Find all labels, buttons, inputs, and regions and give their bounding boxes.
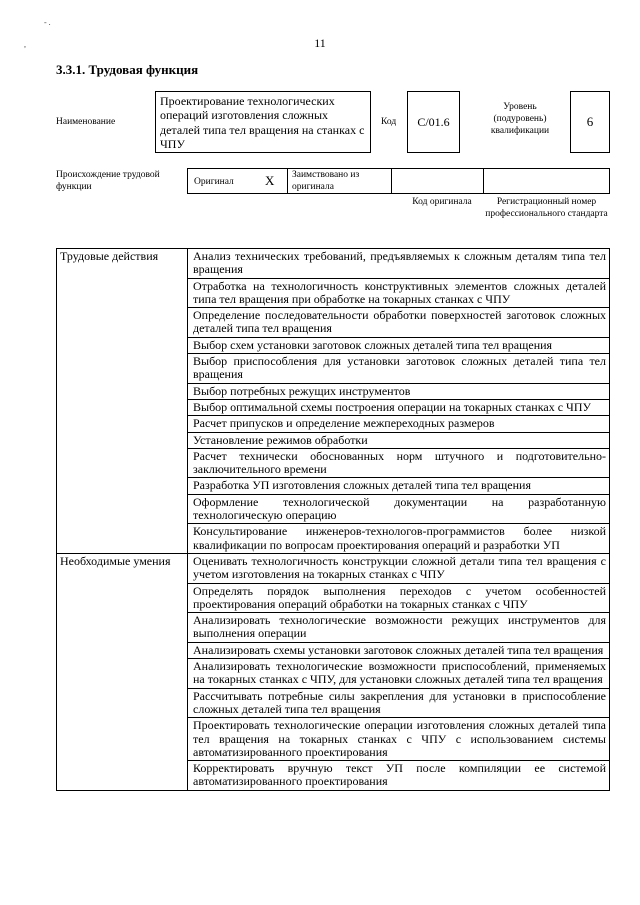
- table-cell: Анализировать технологические возможности приспособлений, применяемых на токарных станках с ЧПУ, для установки сложных деталей типа тел вращения: [188, 659, 610, 689]
- table-row: [57, 553, 610, 583]
- table-cell: Проектировать технологические операции изготовления сложных деталей типа тел вращения на токарных станках с ЧПУ с использованием системы автоматизированного проектирования: [188, 718, 610, 761]
- section-label: Трудовые действия: [57, 249, 188, 554]
- level-value-box: 6: [570, 91, 610, 153]
- table-row: [57, 249, 610, 279]
- origin-row: [187, 168, 610, 194]
- level-label: Уровень (подуровень) квалификации: [490, 102, 550, 136]
- table-cell: Оформление технологической документации на разработанную технологическую операцию: [188, 494, 610, 524]
- code-value-box: С/01.6: [407, 91, 460, 153]
- table-cell: Выбор приспособления для установки заготовок сложных деталей типа тел вращения: [188, 354, 610, 384]
- table-cell: Определять порядок выполнения переходов с учетом особенностей проектирования операций обработки на токарных станках с ЧПУ: [188, 583, 610, 613]
- reg-number-cell: [484, 169, 611, 193]
- original-label: Оригинал: [194, 177, 234, 187]
- table-cell: Рассчитывать потребные силы закрепления для установки в приспособление сложных деталей типа тел вращения: [188, 688, 610, 718]
- code-original-label: Код оригинала: [412, 197, 472, 207]
- section-label: Необходимые умения: [57, 553, 188, 790]
- section-heading: 3.3.1. Трудовая функция: [56, 62, 199, 77]
- table-cell: Расчет припусков и определение межпереходных размеров: [188, 416, 610, 432]
- table-cell: Анализировать схемы установки заготовок сложных деталей типа тел вращения: [188, 642, 610, 658]
- table-cell: Консультирование инженеров-технологов-программистов более низкой квалификации по вопросам проектирования операций и разработки УП: [188, 524, 610, 554]
- scan-speck: - .: [44, 18, 51, 27]
- page-number: 11: [314, 36, 326, 50]
- borrowed-label: Заимствовано из оригинала: [292, 170, 360, 192]
- origin-label: Происхождение трудовой функции: [56, 170, 160, 192]
- table-cell: Расчет технически обоснованных норм штучного и подготовительно-заключительного времени: [188, 448, 610, 478]
- table-cell: Оценивать технологичность конструкции сложной детали типа тел вращения с учетом изготовления на токарных станках с ЧПУ: [188, 553, 610, 583]
- function-name-box: Проектирование технологических операций изготовления сложных деталей типа тел вращения на станках с ЧПУ: [155, 91, 371, 153]
- code-label: Код: [381, 117, 397, 127]
- scan-speck: ,: [24, 40, 26, 49]
- table-cell: Отработка на технологичность конструктивных элементов сложных деталей типа тел вращения при обработке на токарных станках с ЧПУ: [188, 278, 610, 308]
- borrowed-cell: [288, 169, 392, 193]
- table-cell: Разработка УП изготовления сложных деталей типа тел вращения: [188, 478, 610, 494]
- original-cell: [188, 169, 288, 193]
- original-mark: X: [265, 173, 275, 188]
- reg-number-label: Регистрационный номер профессионального стандарта: [485, 197, 608, 219]
- table-cell: Корректировать вручную текст УП после компиляции ее системой автоматизированного проектирования: [188, 761, 610, 791]
- table-cell: Выбор схем установки заготовок сложных деталей типа тел вращения: [188, 337, 610, 353]
- function-table: [56, 248, 610, 791]
- name-label: Наименование: [56, 117, 116, 127]
- table-cell: Выбор оптимальной схемы построения операции на токарных станках с ЧПУ: [188, 399, 610, 415]
- code-original-cell: [392, 169, 484, 193]
- table-cell: Выбор потребных режущих инструментов: [188, 383, 610, 399]
- table-cell: Анализировать технологические возможности режущих инструментов для выполнения операции: [188, 613, 610, 643]
- table-cell: Анализ технических требований, предъявляемых к сложным деталям типа тел вращения: [188, 249, 610, 279]
- table-cell: Определение последовательности обработки поверхностей заготовок сложных деталей типа тел вращения: [188, 308, 610, 338]
- table-cell: Установление режимов обработки: [188, 432, 610, 448]
